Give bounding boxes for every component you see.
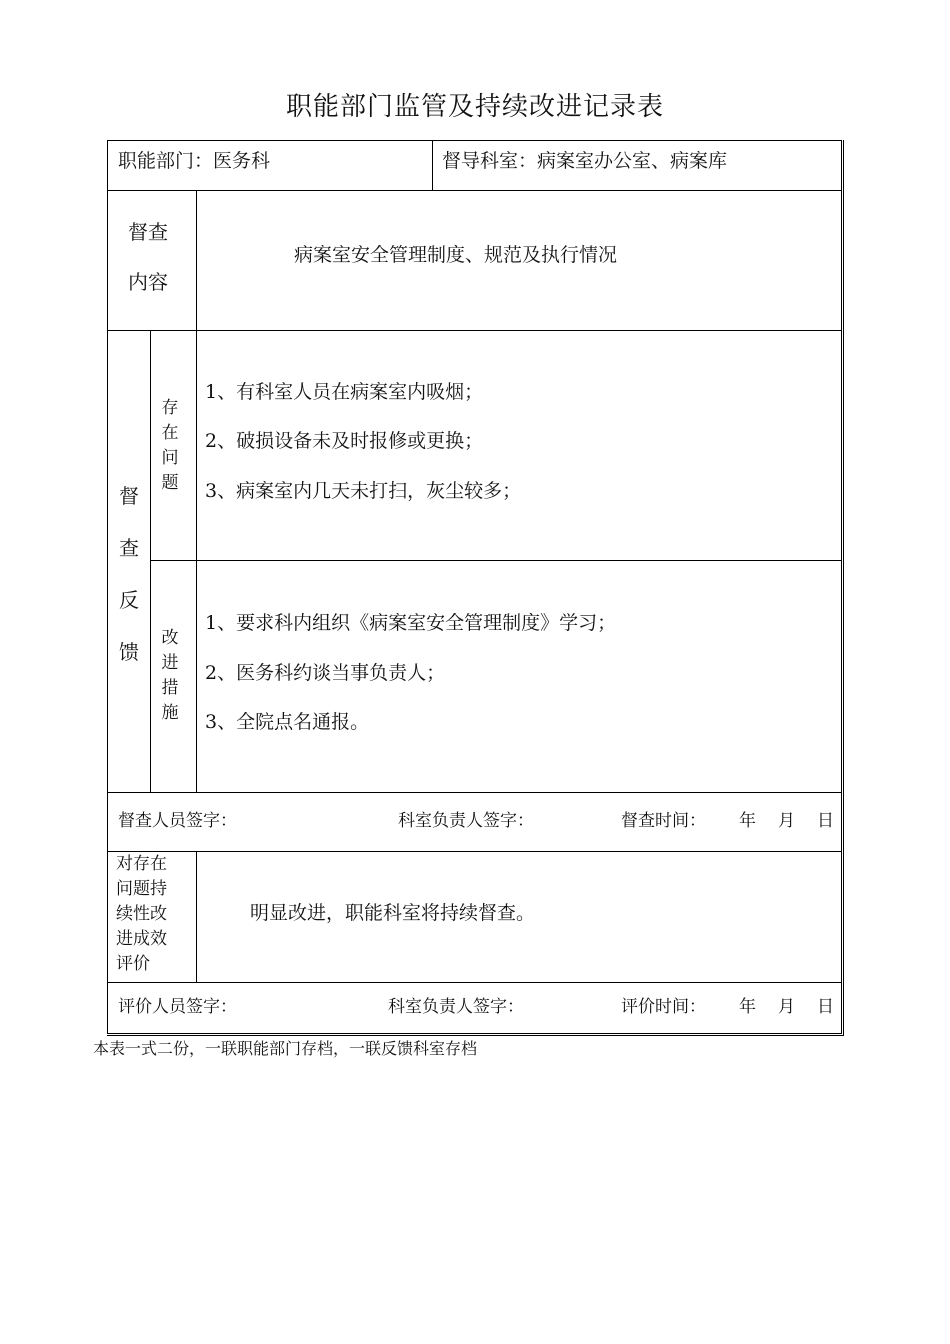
measure-item: 3、全院点名通报。: [205, 711, 370, 733]
content-label: 督查: [128, 220, 168, 244]
col-divider: [196, 190, 197, 792]
issue-item: 3、病案室内几天未打扫，灰尘较多；: [205, 480, 522, 502]
inspect-time-label: 督查时间：: [621, 811, 706, 831]
row-divider: [107, 982, 842, 983]
inspect-month: 月: [778, 811, 795, 831]
col-divider: [150, 330, 151, 792]
measure-item: 1、要求科内组织《病案室安全管理制度》学习；: [205, 612, 617, 634]
measure-item: 2、医务科约谈当事负责人；: [205, 662, 446, 684]
feedback-label: 督 查 反 馈: [119, 484, 139, 664]
dept-head-signature-label: 科室负责人签字：: [398, 811, 534, 831]
issue-item: 1、有科室人员在病案室内吸烟；: [205, 381, 484, 403]
issues-label: 存 在 问 题: [161, 398, 179, 493]
footnote: 本表一式二份，一联职能部门存档，一联反馈科室存档: [93, 1039, 478, 1058]
evaluator-signature-label: 评价人员签字：: [118, 997, 237, 1017]
issue-item: 2、破损设备未及时报修或更换；: [205, 430, 484, 452]
row-divider: [107, 330, 842, 331]
eval-year: 年: [739, 997, 756, 1017]
guide-dept-field: 督导科室：病案室办公室、病案库: [442, 150, 728, 172]
row-divider: [150, 560, 842, 561]
evaluation-label: 对存在 问题持 续性改 进成效 评价: [116, 854, 167, 974]
dept-head-signature-label-2: 科室负责人签字：: [388, 997, 524, 1017]
row-divider: [107, 851, 842, 852]
eval-month: 月: [778, 997, 795, 1017]
content-label: 内容: [128, 270, 168, 294]
row-divider: [107, 792, 842, 793]
inspect-year: 年: [739, 811, 756, 831]
measures-label: 改 进 措 施: [161, 628, 179, 723]
inspector-signature-label: 督查人员签字：: [118, 811, 237, 831]
row-divider: [107, 190, 842, 191]
page-title: 职能部门监管及持续改进记录表: [285, 92, 664, 122]
col-divider: [196, 851, 197, 982]
eval-time-label: 评价时间：: [621, 997, 706, 1017]
content-text: 病案室安全管理制度、规范及执行情况: [294, 244, 618, 266]
eval-day: 日: [817, 997, 834, 1017]
inspect-day: 日: [817, 811, 834, 831]
evaluation-text: 明显改进，职能科室将持续督查。: [250, 902, 536, 924]
dept-field: 职能部门：医务科: [118, 150, 271, 172]
col-divider: [432, 140, 433, 190]
